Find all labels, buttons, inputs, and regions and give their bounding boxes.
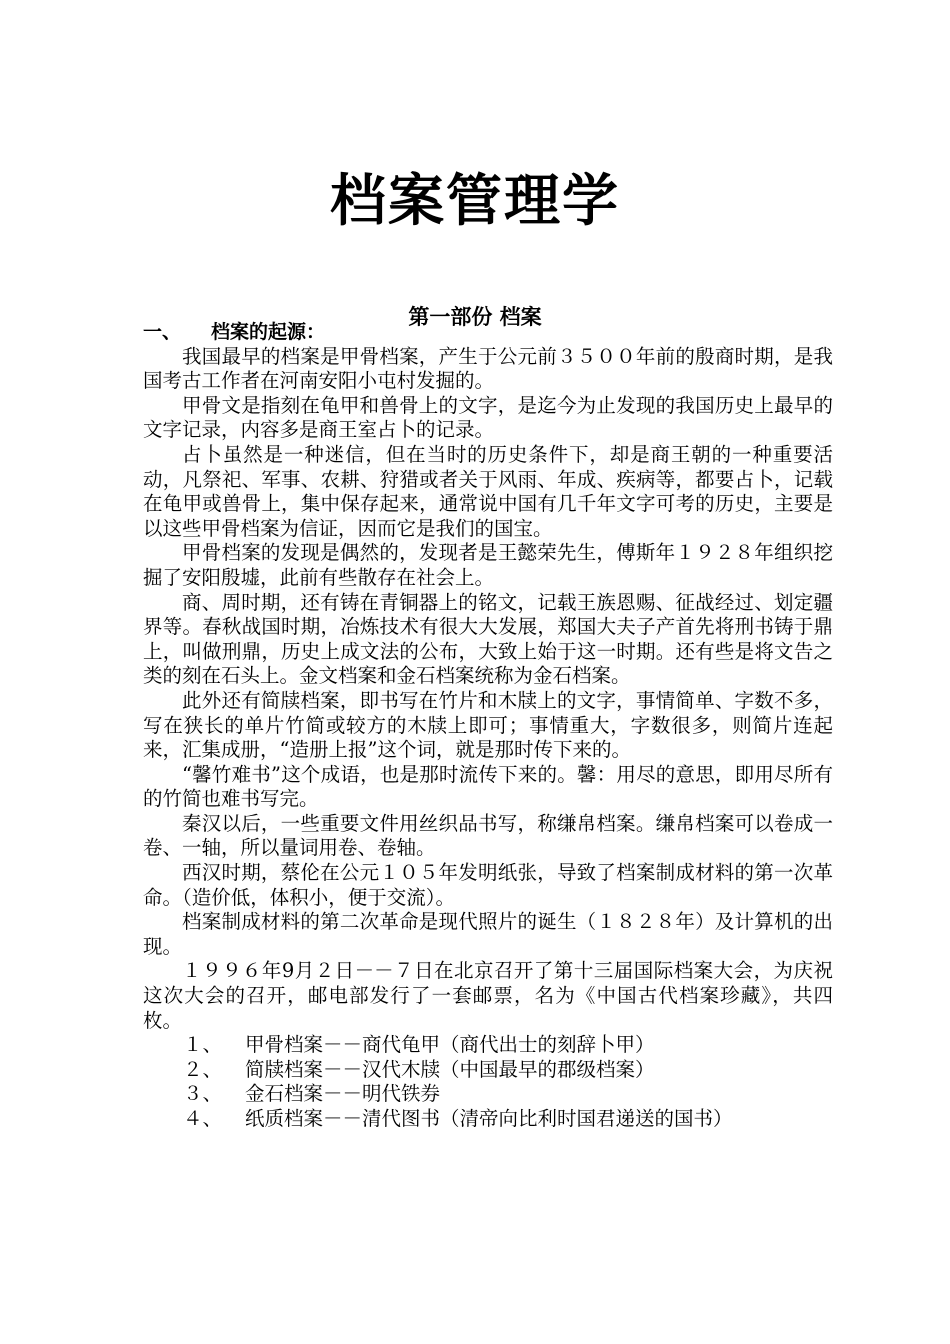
part-heading: 第一部份 档案 bbox=[408, 305, 542, 330]
section-title: 档案的起源： bbox=[211, 321, 326, 343]
paragraph: “馨竹难书”这个成语，也是那时流传下来的。馨：用尽的意思，即用尽所有的竹简也难书写完。 bbox=[143, 762, 833, 811]
list-item-text: 简牍档案－－汉代木牍（中国最早的郡级档案） bbox=[245, 1057, 655, 1081]
stamp-list-item bbox=[143, 1107, 833, 1132]
list-item-number: ２、 bbox=[183, 1057, 223, 1081]
paragraph: 西汉时期，蔡伦在公元１０５年发明纸张，导致了档案制成材料的第一次革命。（造价低，体积小，便于交流）。 bbox=[143, 861, 833, 909]
section-heading bbox=[143, 320, 833, 345]
paragraph: 秦汉以后，一些重要文件用丝织品书写，称缣帛档案。缣帛档案可以卷成一卷、一轴，所以量词用卷、卷轴。 bbox=[143, 811, 833, 860]
stamp-list-item bbox=[143, 1033, 833, 1058]
paragraph: 占卜虽然是一种迷信，但在当时的历史条件下，却是商王朝的一种重要活动，凡祭祀、军事、农耕、狩猎或者关于风雨、年成、疾病等，都要占卜，记载在龟甲或兽骨上，集中保存起来，通常说中国有几千年文字可考的历史，主要是以这些甲骨档案为信证，因而它是我们的国宝。 bbox=[143, 442, 833, 540]
document-body bbox=[143, 320, 833, 1132]
paragraph: 档案制成材料的第二次革命是现代照片的诞生（１８２８年）及计算机的出现。 bbox=[143, 910, 833, 958]
list-item-text: 纸质档案－－清代图书（清帝向比利时国君递送的国书） bbox=[245, 1107, 733, 1130]
paragraph: 甲骨档案的发现是偶然的，发现者是王懿荣先生，傅斯年１９２８年组织挖掘了安阳殷墟，此前有些散存在社会上。 bbox=[143, 541, 833, 589]
paragraph: 此外还有简牍档案，即书写在竹片和木牍上的文字，事情简单、字数不多，写在狭长的单片竹简或较方的木牍上即可；事情重大，字数很多，则简片连起来，汇集成册，“造册上报”这个词，就是那时传下来的。 bbox=[143, 688, 833, 762]
list-item-text: 甲骨档案－－商代龟甲（商代出士的刻辞卜甲） bbox=[245, 1033, 655, 1057]
list-item-text: 金石档案－－明代铁券 bbox=[245, 1082, 441, 1106]
list-item-number: ３、 bbox=[183, 1082, 223, 1106]
stamp-list-item bbox=[143, 1082, 833, 1107]
paragraph: １９９６年9月２日－－７日在北京召开了第十三届国际档案大会，为庆祝这次大会的召开，邮电部发行了一套邮票，名为《中国古代档案珍藏》，共四枚。 bbox=[143, 959, 833, 1032]
paragraph: 商、周时期，还有铸在青铜器上的铭文，记载王族恩赐、征战经过、划定疆界等。春秋战国时期，冶炼技术有很大大发展，郑国大夫子产首先将刑书铸于鼎上，叫做刑鼎，历史上成文法的公布，大致上始于这一时期。还有些是将文告之类的刻在石头上。金文档案和金石档案统称为金石档案。 bbox=[143, 590, 833, 688]
stamp-list-item bbox=[143, 1058, 833, 1083]
paragraph: 甲骨文是指刻在龟甲和兽骨上的文字，是迄今为止发现的我国历史上最早的文字记录，内容多是商王室占卜的记录。 bbox=[143, 393, 833, 442]
list-item-number: ４、 bbox=[183, 1107, 223, 1130]
section-number: 一、 bbox=[143, 321, 182, 343]
list-item-number: １、 bbox=[183, 1033, 223, 1057]
paragraph: 我国最早的档案是甲骨档案，产生于公元前３５００年前的殷商时期，是我国考古工作者在河南安阳小屯村发掘的。 bbox=[143, 344, 833, 393]
document-title: 档案管理学 bbox=[330, 168, 620, 234]
